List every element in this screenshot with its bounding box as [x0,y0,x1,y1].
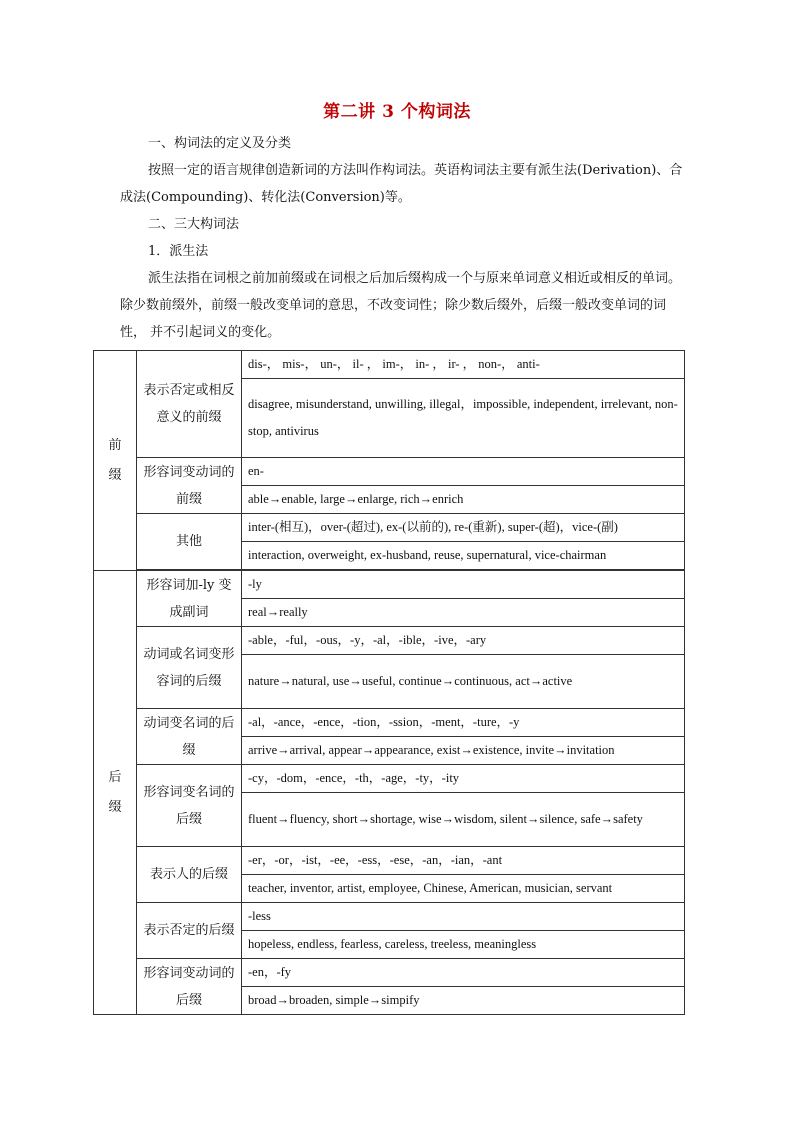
category-cell: 动词变名词的后缀 [137,709,242,765]
section-1-body: 按照一定的语言规律创造新词的方法叫作构词法。英语构词法主要有派生法(Derivation)、合成法(Compounding)、转化法(Conversion)等。 [120,163,683,205]
example-cell: broad→broaden, simple→simpify [242,987,685,1015]
category-cell: 形容词变动词的前缀 [137,458,242,514]
affix-cell: -al，-ance，-ence，-tion，-ssion，-ment，-ture，-y [242,709,685,737]
table-row [94,571,685,599]
example-cell: disagree, misunderstand, unwilling, illegal，impossible, independent, irrelevant, non-stop, antivirus [242,379,685,458]
table-row [94,959,685,987]
group-label-suffix: 后 缀 [94,571,137,1015]
table-row [94,903,685,931]
example-cell: hopeless, endless, fearless, careless, treeless, meaningless [242,931,685,959]
affix-cell: -ly [242,571,685,599]
affix-cell: -er，-or，-ist，-ee，-ess，-ese，-an，-ian，-ant [242,847,685,875]
affix-cell: -en，-fy [242,959,685,987]
affix-cell: dis-， mis-， un-， il- ， im-， in- ， ir- ， non-， anti- [242,351,685,379]
affix-cell: en- [242,458,685,486]
category-cell: 表示人的后缀 [137,847,242,903]
affix-cell: inter-(相互)，over-(超过), ex-(以前的), re-(重新), super-(超)，vice-(副) [242,514,685,542]
table-row [94,627,685,655]
section-2-heading: 二、三大构词法 [148,217,240,232]
affix-cell: -less [242,903,685,931]
category-cell: 形容词加-ly 变成副词 [137,571,242,627]
affix-table [93,350,685,1015]
table-row [94,458,685,486]
example-cell: interaction, overweight, ex-husband, reuse, supernatural, vice-chairman [242,542,685,570]
category-cell: 形容词变动词的后缀 [137,959,242,1015]
category-cell: 其他 [137,514,242,570]
example-cell: able→enable, large→enlarge, rich→enrich [242,486,685,514]
category-cell: 形容词变名词的后缀 [137,765,242,847]
example-cell: fluent→fluency, short→shortage, wise→wisdom, silent→silence, safe→safety [242,793,685,847]
table-row [94,709,685,737]
section-1-heading: 一、构词法的定义及分类 [148,136,292,151]
table-row [94,514,685,542]
page-title: 第二讲 3 个构词法 [323,102,471,122]
section-2-body: 派生法指在词根之前加前缀或在词根之后加后缀构成一个与原来单词意义相近或相反的单词。除少数前缀外，前缀一般改变单词的意思，不改变词性；除少数后缀外，后缀一般改变单词的词性， 并不引起词义的变化。 [120,271,682,340]
category-cell: 动词或名词变形容词的后缀 [137,627,242,709]
example-cell: arrive→arrival, appear→appearance, exist→existence, invite→invitation [242,737,685,765]
category-cell: 表示否定的后缀 [137,903,242,959]
example-cell: teacher, inventor, artist, employee, Chinese, American, musician, servant [242,875,685,903]
affix-cell: -able，-ful，-ous，-y，-al，-ible，-ive，-ary [242,627,685,655]
section-2-subheading: 1．派生法 [148,244,209,259]
example-cell: nature→natural, use→useful, continue→continuous, act→active [242,655,685,709]
table-row [94,847,685,875]
table-row [94,351,685,379]
example-cell: real→really [242,599,685,627]
affix-cell: -cy，-dom，-ence，-th，-age，-ty，-ity [242,765,685,793]
group-label-prefix: 前 缀 [94,351,137,571]
category-cell: 表示否定或相反意义的前缀 [137,351,242,458]
table-row [94,765,685,793]
